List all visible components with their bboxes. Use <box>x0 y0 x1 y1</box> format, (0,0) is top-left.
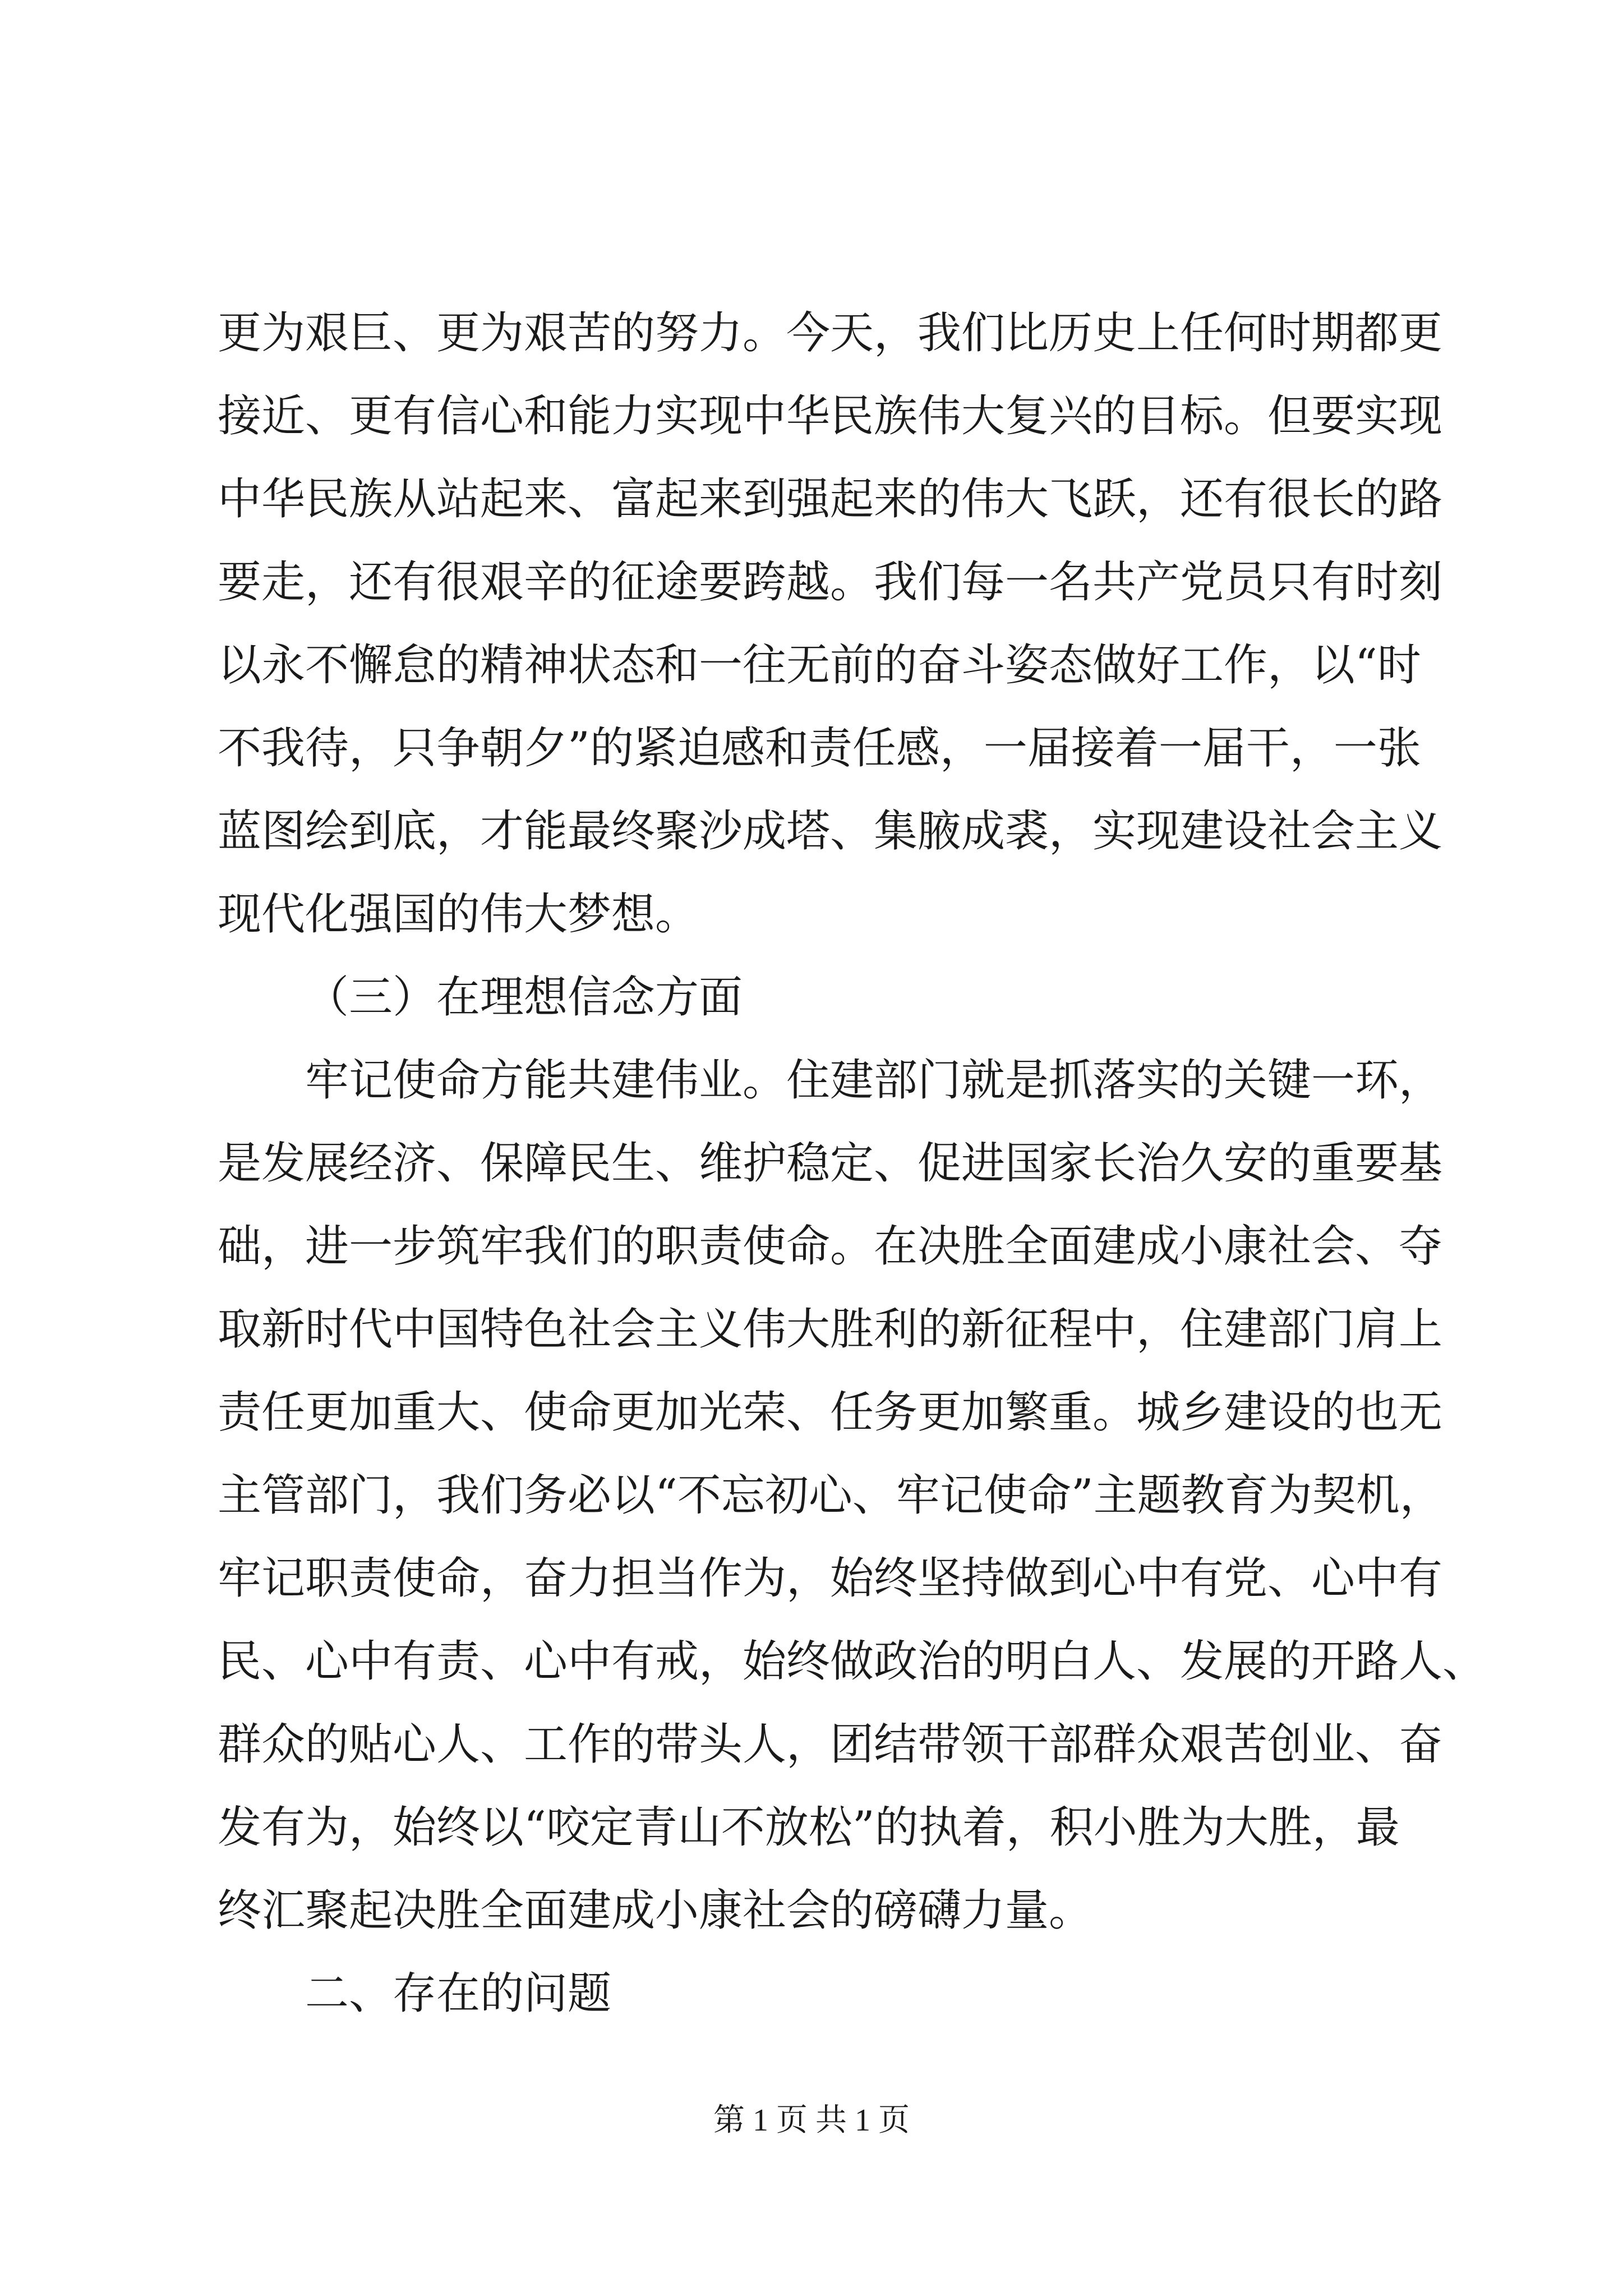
paragraph-line: 接近、更有信心和能力实现中华民族伟大复兴的目标。但要实现 <box>218 391 1443 441</box>
paragraph-line: 现代化强国的伟大梦想。 <box>218 889 699 940</box>
paragraph-line: 发有为，始终以“咬定青山不放松”的执着，积小胜为大胜，最 <box>218 1802 1400 1853</box>
paragraph-line: 蓝图绘到底，才能最终聚沙成塔、集腋成裘，实现建设社会主义 <box>218 806 1443 857</box>
paragraph-line: 民、心中有责、心中有戒，始终做政治的明白人、发展的开路人、 <box>218 1636 1487 1687</box>
paragraph-line: 础，进一步筑牢我们的职责使命。在决胜全面建成小康社会、夺 <box>218 1221 1443 1272</box>
paragraph-line: 以永不懈怠的精神状态和一往无前的奋斗姿态做好工作，以“时 <box>218 640 1421 691</box>
paragraph-1 <box>218 292 1443 956</box>
paragraph-line: 中华民族从站起来、富起来到强起来的伟大飞跃，还有很长的路 <box>218 474 1443 524</box>
page-footer: 第 1 页 共 1 页 <box>713 2103 910 2138</box>
paragraph-line: 取新时代中国特色社会主义伟大胜利的新征程中，住建部门肩上 <box>218 1304 1443 1355</box>
section-heading: 二、存在的问题 <box>305 1968 612 2019</box>
paragraph-line: 群众的贴心人、工作的带头人，团结带领干部群众艰苦创业、奋 <box>218 1719 1443 1770</box>
paragraph-line: 不我待，只争朝夕”的紧迫感和责任感，一届接着一届干，一张 <box>218 723 1421 774</box>
paragraph-line: 主管部门，我们务必以“不忘初心、牢记使命”主题教育为契机， <box>218 1470 1444 1521</box>
paragraph-2 <box>218 1039 1487 1952</box>
paragraph-line: 更为艰巨、更为艰苦的努力。今天，我们比历史上任何时期都更 <box>218 308 1443 358</box>
paragraph-line: 牢记职责使命，奋力担当作为，始终坚持做到心中有党、心中有 <box>218 1553 1443 1604</box>
document-body <box>218 292 1487 2035</box>
subsection-heading: （三）在理想信念方面 <box>305 972 743 1023</box>
paragraph-line: 牢记使命方能共建伟业。住建部门就是抓落实的关键一环， <box>305 1055 1443 1106</box>
paragraph-line: 要走，还有很艰辛的征途要跨越。我们每一名共产党员只有时刻 <box>218 557 1443 608</box>
paragraph-line: 责任更加重大、使命更加光荣、任务更加繁重。城乡建设的也无 <box>218 1387 1443 1438</box>
paragraph-line: 是发展经济、保障民生、维护稳定、促进国家长治久安的重要基 <box>218 1138 1443 1189</box>
paragraph-line: 终汇聚起决胜全面建成小康社会的磅礴力量。 <box>218 1885 1093 1936</box>
